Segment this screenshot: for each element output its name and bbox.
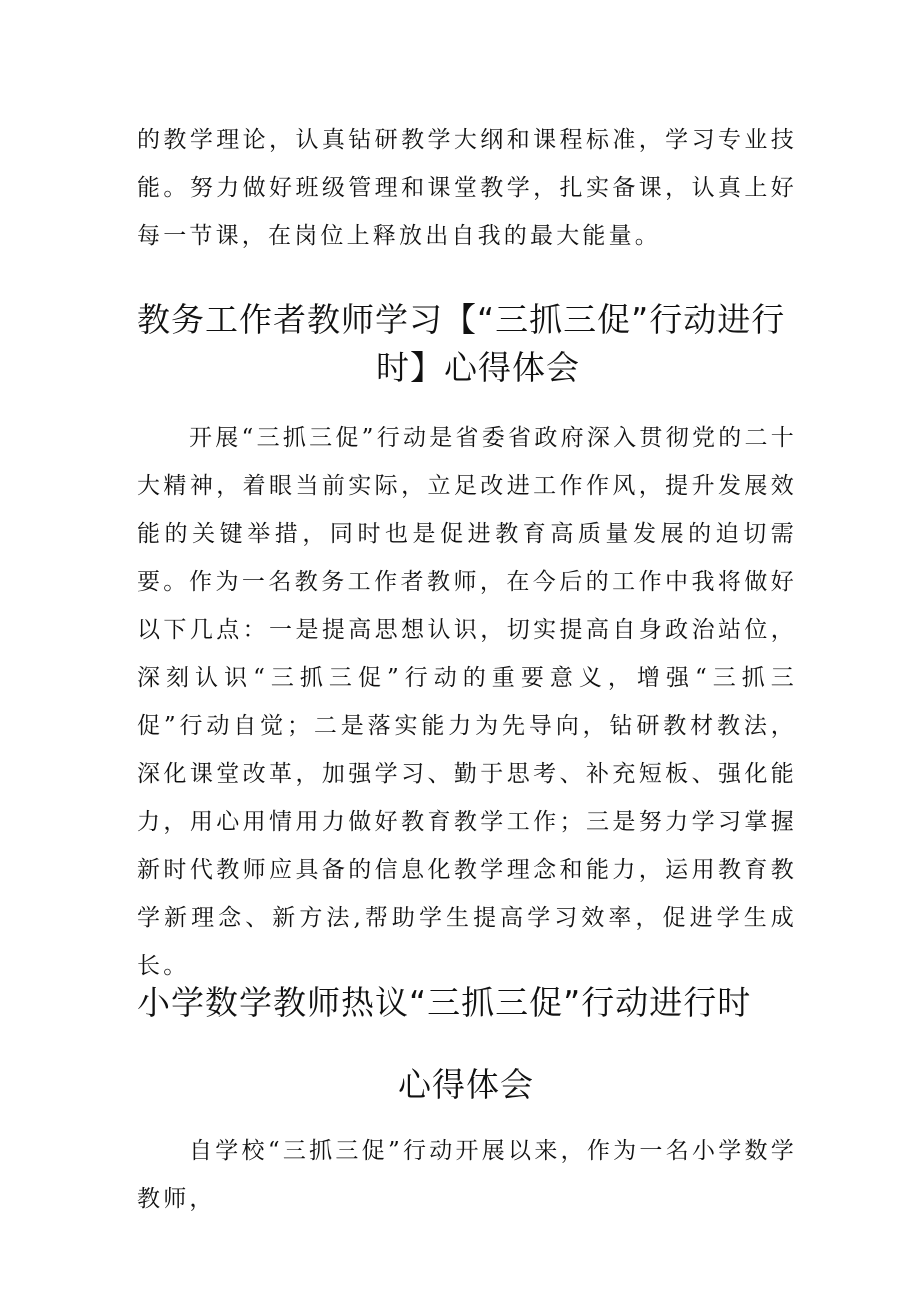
section2-title-line1: 小学数学教师热议“三抓三促”行动进行时: [137, 983, 752, 1022]
section1-title-line2: 时】心得体会: [376, 348, 580, 387]
paragraph-continued: 的教学理论，认真钻研教学大纲和课程标准，学习专业技能。努力做好班级管理和课堂教学，扎实备课，认真上好每一节课，在岗位上释放出自我的最大能量。: [137, 127, 797, 249]
section2-title-line2: 心得体会: [398, 1065, 534, 1104]
section1-paragraph-2: 作为一名教务工作者教师，在今后的工作中我将做好以下几点：一是提高思想认识，切实提高自身政治站位，深刻认识“三抓三促”行动的重要意义，增强“三抓三促”行动自觉；二是落实能力为先导向，钻研教材教法，深化课堂改革，加强学习、勤于思考、补充短板、强化能力，用心用情用力做好教育教学工作；三是努力学习掌握新时代教师应具备的信息化教学理念和能力，运用教育教学新理念、新方法,帮助学生提高学习效率，促进学生成长。: [137, 569, 797, 979]
section2-paragraph-1: 自学校“三抓三促”行动开展以来，作为一名小学数学教师，: [137, 1138, 797, 1212]
section1-paragraph-1: 开展“三抓三促”行动是省委省政府深入贯彻党的二十大精神，着眼当前实际，立足改进工作作风，提升发展效能的关键举措，同时也是促进教育高质量发展的迫切需要。: [137, 425, 797, 595]
section1-title-line1: 教务工作者教师学习【“三抓三促”行动进行: [137, 300, 786, 339]
